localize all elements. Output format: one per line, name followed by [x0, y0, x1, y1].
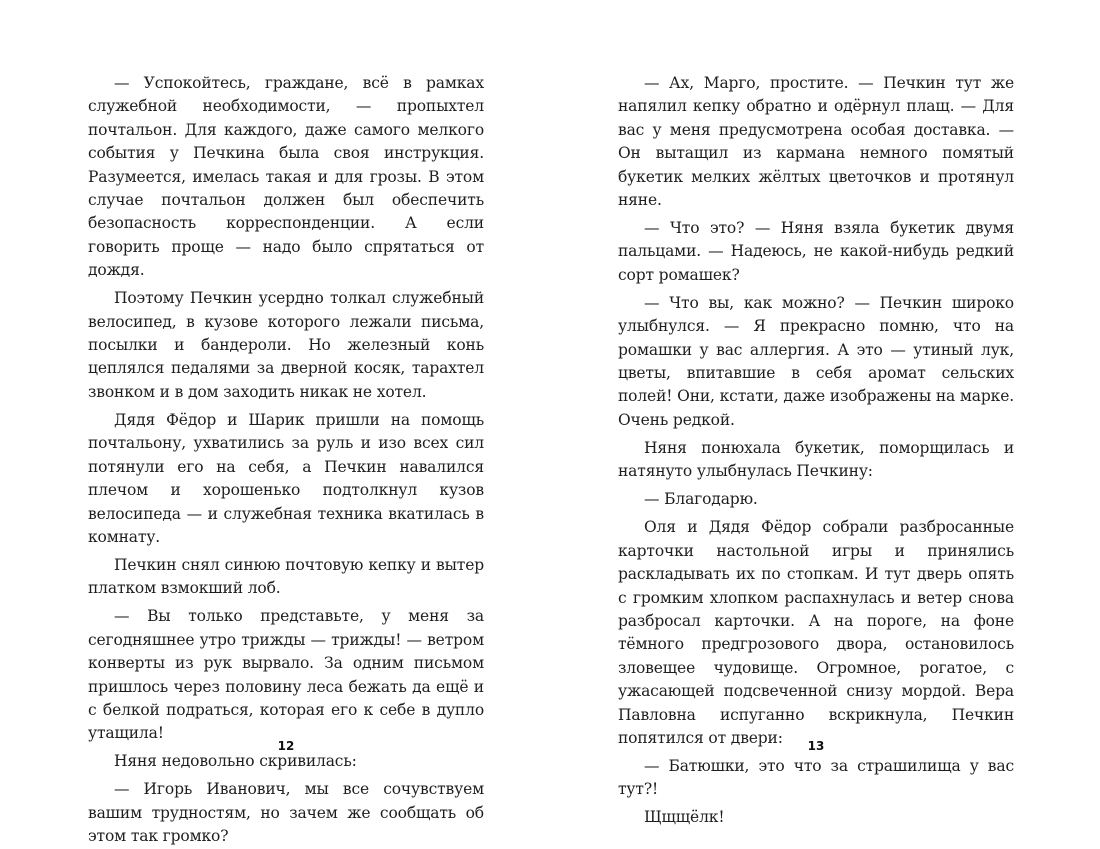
- paragraph: Щщщёлк!: [644, 808, 725, 827]
- paragraph: Няня недовольно скривилась:: [114, 752, 357, 771]
- paragraph: Печкин снял синюю почтовую кепку и вытер платком взмокший лоб.: [88, 555, 484, 598]
- paragraph: Поэтому Печкин усердно толкал служебный велосипед, в кузове которого лежали письма, посылки и бандероли. Но железный конь цеплялся педалями за дверной косяк, тарахтел звонком и в дом заходить никак не хотел.: [88, 289, 484, 401]
- paragraph: — Что это? — Няня взяла букетик двумя пальцами. — Надеюсь, не какой-нибудь редкий сорт ромашек?: [618, 219, 1014, 284]
- left-page-text: [88, 72, 484, 849]
- right-page-text: [618, 72, 1014, 830]
- paragraph: — Что вы, как можно? — Печкин широко улыбнулся. — Я прекрасно помню, что на ромашки у вас аллергия. А это — утиный лук, цветы, впитавшие в себя аромат сельских полей! Они, кстати, даже изображены на марке. Очень редкой.: [618, 293, 1014, 429]
- page-number: 13: [807, 739, 825, 753]
- paragraph: Няня понюхала букетик, поморщилась и натянуто улыбнулась Печкину:: [618, 438, 1014, 481]
- left-page: [88, 72, 484, 846]
- paragraph: — Успокойтесь, граждане, всё в рамках служебной необходимости, — пропыхтел почтальон. Для каждого, даже самого мелкого события у Печкина была своя инструкция. Разумеется, имелась такая и для грозы. В этом случае почтальон должен был обеспечить безопасность корреспонденции. А если говорить проще — надо было спрятаться от дождя.: [88, 74, 484, 280]
- paragraph: — Батюшки, это что за страшилища у вас тут?!: [618, 756, 1014, 799]
- paragraph: Оля и Дядя Фёдор собрали разбросанные карточки настольной игры и принялись раскладывать их по стопкам. И тут дверь опять с громким хлопком распахнулась и ветер снова разбросал карточки. А на пороге, на фоне тёмного предгрозового двора, остановилось зловещее чудовище. Огромное, рогатое, с ужасающей подсвеченной снизу мордой. Вера Павловна испуганно вскрикнула, Печкин попятился от двери:: [618, 518, 1014, 747]
- paragraph: — Вы только представьте, у меня за сегодняшнее утро трижды — трижды! — ветром конверты из рук вырвало. За одним письмом пришлось через половину леса бежать да ещё и с белкой подраться, которая его к себе в дупло утащила!: [88, 607, 484, 743]
- paragraph: Дядя Фёдор и Шарик пришли на помощь почтальону, ухватились за руль и изо всех сил потянули его на себя, а Печкин навалился плечом и хорошенько подтолкнул кузов велосипеда — и служебная техника вкатилась в комнату.: [88, 410, 484, 546]
- page-number: 12: [277, 739, 295, 753]
- right-page: [618, 72, 1014, 827]
- paragraph: — Игорь Иванович, мы все сочувствуем вашим трудностям, но зачем же сообщать об этом так громко?: [88, 780, 484, 846]
- paragraph: — Благодарю.: [644, 490, 758, 509]
- paragraph: — Ах, Марго, простите. — Печкин тут же напялил кепку обратно и одёрнул плащ. — Для вас у меня предусмотрена особая доставка. — Он вытащил из кармана немного помятый букетик мелких жёлтых цветочков и протянул няне.: [618, 74, 1014, 210]
